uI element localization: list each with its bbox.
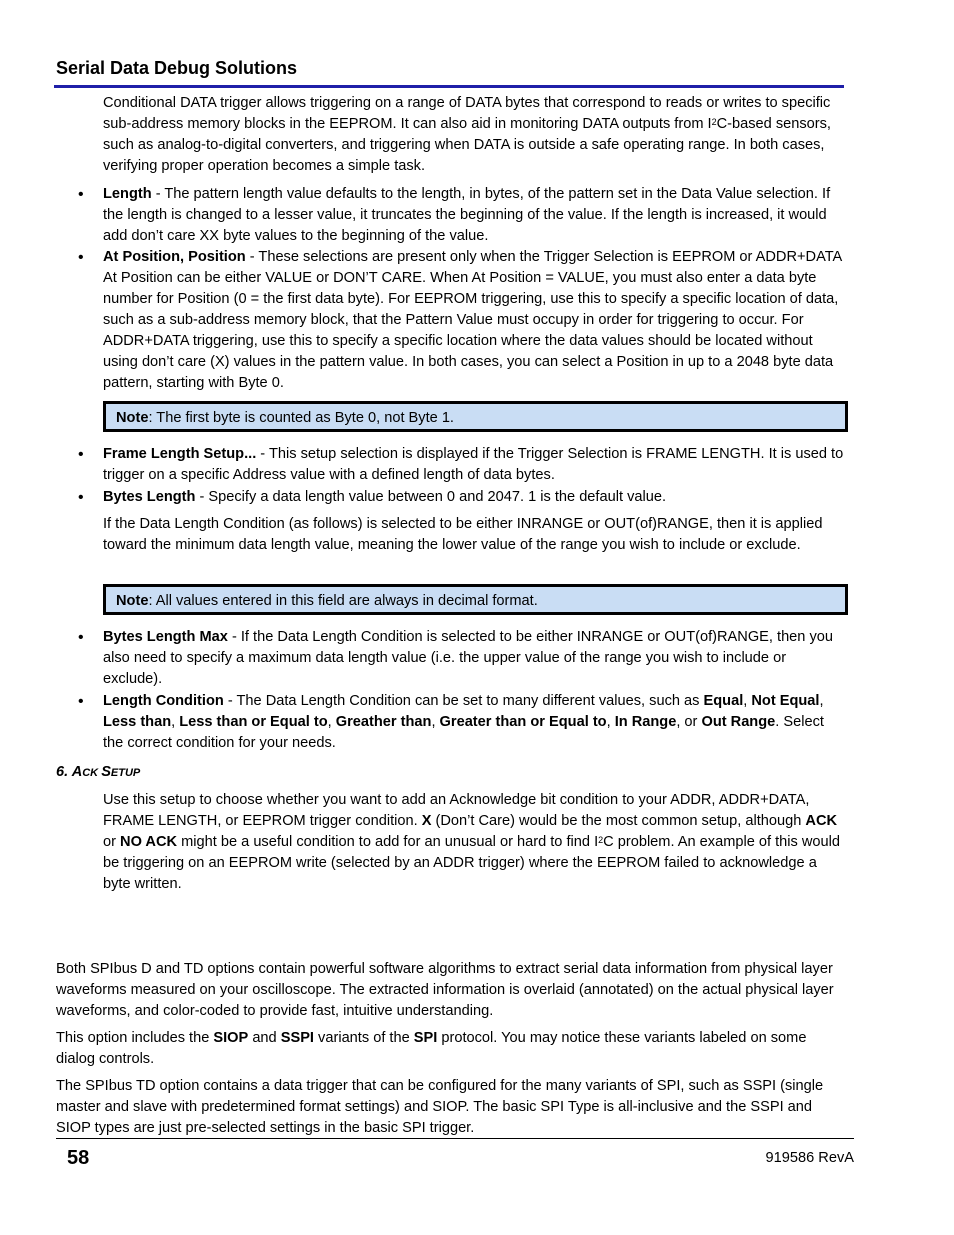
bullet-frame-length-setup: • Frame Length Setup... - This setup selection is displayed if the Trigger Selection is FRAME LENGTH. It is used to trigger on a specific Address value with a defined length of data bytes. xyxy=(103,444,848,486)
ack-setup-paragraph: Use this setup to choose whether you want to add an Acknowledge bit condition to your ADDR, ADDR+DATA, FRAME LENGTH, or EEPROM trigger condition. X (Don’t Care) would be the most common setup, although ACK or NO ACK might be a useful condition to add for an unusual or hard to find $I^2C$ problem. An example of this would be triggering on an EEPROM write (selected by an ADDR trigger) where the EEPROM failed to acknowledge a byte written. xyxy=(103,792,841,892)
bullet-bytes-length-max: • Bytes Length Max - If the Data Length Condition is selected to be either INRANGE or OUT(of)RANGE, then you also need to specify a maximum data length value (i.e. the upper value of the range you wish to include or exclude). xyxy=(103,627,848,690)
page-header-title: Serial Data Debug Solutions xyxy=(56,58,298,78)
bullet-length-condition: • Length Condition - The Data Length Condition can be set to many different values, such as Equal, Not Equal, Less than, Less than or Equal to, Greather than, Greater than or Equal to, In Range, or Out Range. Select the correct condition for your needs. xyxy=(103,691,848,754)
bullet-bytes-length: • Bytes Length - Specify a data length value between 0 and 2047. 1 is the default value. xyxy=(103,487,848,508)
spi-intro-paragraph: Both SPIbus D and TD options contain powerful software algorithms to extract serial data information from physical layer waveforms measured on your oscilloscope. The extracted information is overlaid (annotated) on the actual physical layer waveforms, and color-coded to provide fast, intuitive understanding. xyxy=(56,961,834,1019)
section-heading-ack-setup: 6. ACK SETUP xyxy=(56,764,141,780)
intro-paragraph: Conditional DATA trigger allows triggering on a range of DATA bytes that correspond to reads or writes to specific sub-address memory blocks in the EEPROM. It can also aid in monitoring DATA outputs from $I^2C$-based sensors, such as analog-to-digital converters, and triggering when DATA is outside a safe operating range. In both cases, verifying proper operation becomes a simple task. xyxy=(103,95,831,174)
header-rule xyxy=(54,85,844,88)
spi-variants-paragraph: This option includes the SIOP and SSPI variants of the SPI protocol. You may notice these variants labeled on some dialog controls. xyxy=(56,1030,807,1067)
note-box-first-byte: Note: The first byte is counted as Byte 0, not Byte 1. xyxy=(103,401,848,432)
bullet-length: • Length - The pattern length value defaults to the length, in bytes, of the pattern set in the Data Value selection. If the length is changed to a lesser value, it truncates the beginning of the value. If the length is increased, it would add don’t care XX byte values to the beginning of the value. xyxy=(103,184,848,247)
bullet-at-position: • At Position, Position - These selections are present only when the Trigger Selection is EEPROM or ADDR+DATA At Position can be either VALUE or DON’T CARE. When At Position = VALUE, you must also enter a data byte number for Position (0 = the first data byte). For EEPROM triggering, use this to specify a specific location of data, such as a sub-address memory block, that the Pattern Value must occupy in order for triggering to occur. For ADDR+DATA triggering, use this to specify a specific location where the data values should be located without using don’t care (X) values in the pattern value. In both cases, you can select a Position in up to a 2048 byte data pattern, starting with Byte 0. xyxy=(103,247,848,394)
footer-rule xyxy=(56,1138,854,1139)
note-box-decimal-format: Note: All values entered in this field are always in decimal format. xyxy=(103,584,848,615)
document-id: 919586 RevA xyxy=(765,1150,854,1166)
page-number: 58 xyxy=(67,1147,90,1169)
bytes-length-paragraph: If the Data Length Condition (as follows) is selected to be either INRANGE or OUT(of)RANGE, then it is applied toward the minimum data length value, meaning the lower value of the range you wish to include or exclude. xyxy=(103,516,823,553)
spi-trigger-paragraph: The SPIbus TD option contains a data trigger that can be configured for the many variants of SPI, such as SSPI (single master and slave with predetermined format settings) and SIOP. The basic SPI Type is all-inclusive and the SSPI and SIOP types are just pre-selected settings in the basic SPI trigger. xyxy=(56,1078,824,1136)
